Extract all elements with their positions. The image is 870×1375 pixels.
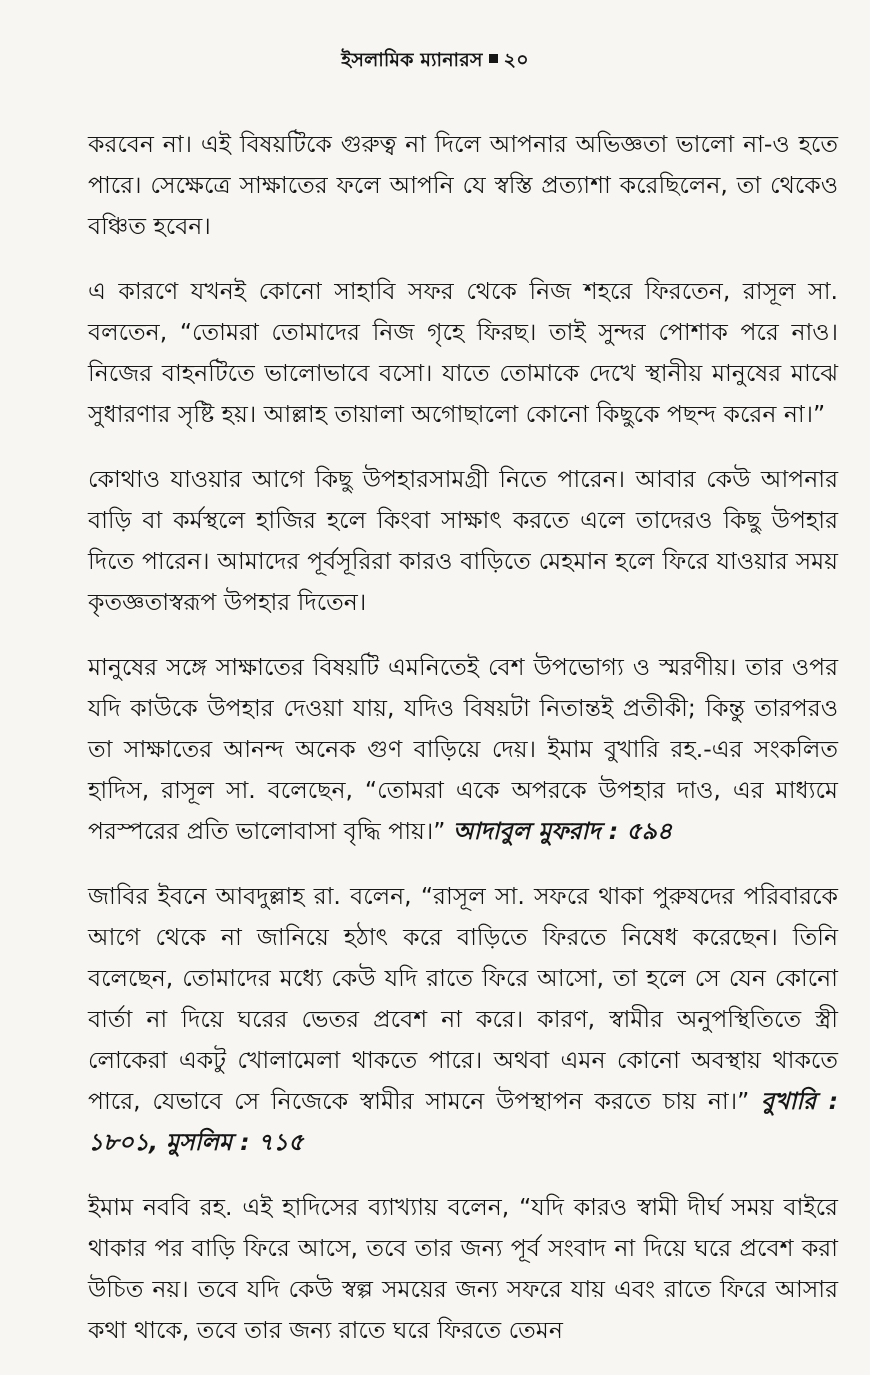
paragraph-text: মানুষের সঙ্গে সাক্ষাতের বিষয়টি এমনিতেই বেশ উপভোগ্য ও স্মরণীয়। তার ওপর যদি কাউকে উপহার দেওয়া যায়, যদিও বিষয়টা নিতান্তই প্রতীকী; কিন্তু তারপরও তা সাক্ষাতের আনন্দ অনেক গুণ বাড়িয়ে দেয়। ইমাম বুখারি রহ.-এর সংকলিত হাদিস, রাসূল সা. বলেছেন, “তোমরা একে অপরকে উপহার দাও, এর মাধ্যমে পরস্পরের প্রতি ভালোবাসা বৃদ্ধি পায়।” (88, 653, 838, 845)
paragraph-text: করবেন না। এই বিষয়টিকে গুরুত্ব না দিলে আপনার অভিজ্ঞতা ভালো না-ও হতে পারে। সেক্ষেত্রে সাক্ষাতের ফলে আপনি যে স্বস্তি প্রত্যাশা করেছিলেন, তা থেকেও বঞ্চিত হবেন। (88, 130, 838, 240)
paragraph (88, 876, 838, 1163)
paragraph (88, 459, 838, 623)
citation: আদাবুল মুফরাদ : ৫৯৪ (452, 817, 673, 845)
page-number: ২০ (503, 49, 529, 71)
paragraph (88, 271, 838, 435)
paragraph (88, 647, 838, 852)
paragraph-text: কোথাও যাওয়ার আগে কিছু উপহারসামগ্রী নিতে পারেন। আবার কেউ আপনার বাড়ি বা কর্মস্থলে হাজির হলে কিংবা সাক্ষাৎ করতে এলে তাদেরও কিছু উপহার দিতে পারেন। আমাদের পূর্বসূরিরা কারও বাড়িতে মেহমান হলে ফিরে যাওয়ার সময় কৃতজ্ঞতাস্বরূপ উপহার দিতেন। (88, 465, 838, 616)
book-title: ইসলামিক ম্যানারস (341, 49, 483, 71)
paragraph (88, 1187, 838, 1351)
paragraph-text: জাবির ইবনে আবদুল্লাহ রা. বলেন, “রাসূল সা. সফরে থাকা পুরুষদের পরিবারকে আগে থেকে না জানিয়ে হঠাৎ করে বাড়িতে ফিরতে নিষেধ করেছেন। তিনি বলেছেন, তোমাদের মধ্যে কেউ যদি রাতে ফিরে আসো, তা হলে সে যেন কোনো বার্তা না দিয়ে ঘরের ভেতর প্রবেশ না করে। কারণ, স্বামীর অনুপস্থিতিতে স্ত্রী লোকেরা একটু খোলামেলা থাকতে পারে। অথবা এমন কোনো অবস্থায় থাকতে পারে, যেভাবে সে নিজেকে স্বামীর সামনে উপস্থাপন করতে চায় না।” (88, 882, 838, 1115)
running-header (0, 46, 870, 78)
separator-square (489, 54, 498, 63)
citation: বুখারি : ১৮০১, মুসলিম : ৭১৫ (88, 1087, 838, 1156)
page-body (88, 124, 838, 1375)
paragraph-text: ইমাম নববি রহ. এই হাদিসের ব্যাখ্যায় বলেন, “যদি কারও স্বামী দীর্ঘ সময় বাইরে থাকার পর বাড়ি ফিরে আসে, তবে তার জন্য পূর্ব সংবাদ না দিয়ে ঘরে প্রবেশ করা উচিত নয়। তবে যদি কেউ স্বল্প সময়ের জন্য সফরে যায় এবং রাতে ফিরে আসার কথা থাকে, তবে তার জন্য রাতে ঘরে ফিরতে তেমন (88, 1193, 838, 1344)
paragraph-text: এ কারণে যখনই কোনো সাহাবি সফর থেকে নিজ শহরে ফিরতেন, রাসূল সা. বলতেন, “তোমরা তোমাদের নিজ গৃহে ফিরছ। তাই সুন্দর পোশাক পরে নাও। নিজের বাহনটিতে ভালোভাবে বসো। যাতে তোমাকে দেখে স্থানীয় মানুষের মাঝে সুধারণার সৃষ্টি হয়। আল্লাহ তায়ালা অগোছালো কোনো কিছুকে পছন্দ করেন না।” (88, 277, 838, 428)
paragraph (88, 124, 838, 247)
